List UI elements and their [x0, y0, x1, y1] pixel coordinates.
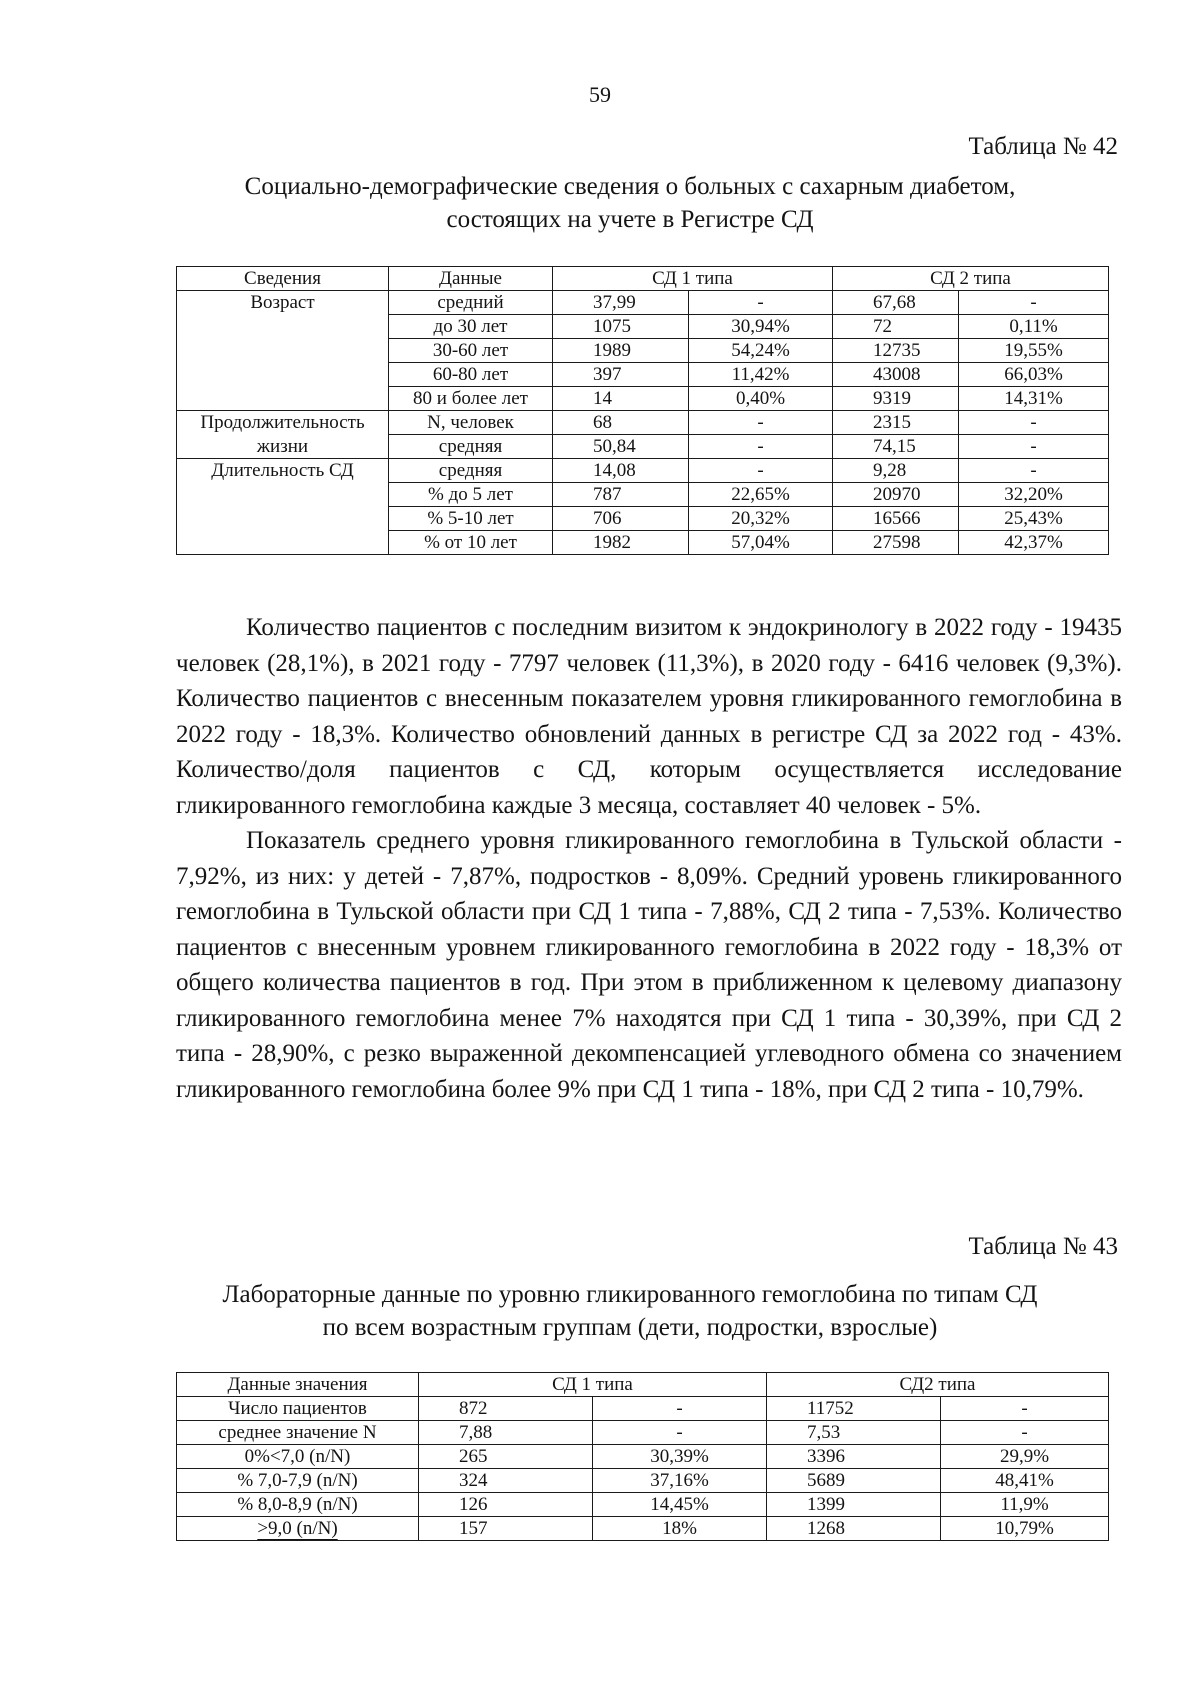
table-cell: 32,20%	[959, 483, 1109, 507]
table-cell: до 30 лет	[389, 315, 553, 339]
table-cell: 7,53	[767, 1421, 941, 1445]
table-row	[177, 291, 1109, 315]
table-cell: 27598	[833, 531, 959, 555]
table-cell: 14,31%	[959, 387, 1109, 411]
table-cell: 1268	[767, 1517, 941, 1541]
table-43-title	[150, 1278, 1110, 1344]
table-cell: -	[959, 459, 1109, 483]
table-cell: 0,11%	[959, 315, 1109, 339]
table-cell: 1989	[553, 339, 689, 363]
table-cell: 25,43%	[959, 507, 1109, 531]
table-cell: -	[689, 411, 833, 435]
table-cell: % 7,0-7,9 (n/N)	[177, 1469, 419, 1493]
table-42-header-cell: СД 1 типа	[553, 267, 833, 291]
table-cell: 29,9%	[941, 1445, 1109, 1469]
paragraph-1: Количество пациентов с последним визитом к эндокринологу в 2022 году - 19435 человек (28,1%), в 2021 году - 7797 человек (11,3%), в 2020 году - 6416 человек (9,3%). Количество пациентов с внесенным показателем уровня гликированного гемоглобина в 2022 году - 18,3%. Количество обновлений данных в регистре СД за 2022 год - 43%. Количество/доля пациентов с СД, которым осуществляется исследование гликированного гемоглобина каждые 3 месяца, составляет 40 человек - 5%.	[176, 614, 1122, 819]
table-cell: -	[941, 1397, 1109, 1421]
table-cell: -	[941, 1421, 1109, 1445]
table-cell: 72	[833, 315, 959, 339]
table-cell: 30,39%	[593, 1445, 767, 1469]
table-cell: 126	[419, 1493, 593, 1517]
table-42-caption: Таблица № 42	[968, 133, 1118, 160]
table-43-header-cell: СД2 типа	[767, 1373, 1109, 1397]
table-cell: Число пациентов	[177, 1397, 419, 1421]
table-row	[177, 435, 1109, 459]
table-cell: 14	[553, 387, 689, 411]
table-cell: 9319	[833, 387, 959, 411]
table-cell: 787	[553, 483, 689, 507]
table-cell: 1982	[553, 531, 689, 555]
table-cell: -	[689, 291, 833, 315]
table-cell: 1075	[553, 315, 689, 339]
table-cell: 37,16%	[593, 1469, 767, 1493]
table-cell: 16566	[833, 507, 959, 531]
table-cell: 7,88	[419, 1421, 593, 1445]
table-cell: 265	[419, 1445, 593, 1469]
table-cell: среднее значение N	[177, 1421, 419, 1445]
table-cell: 872	[419, 1397, 593, 1421]
table-cell: -	[959, 411, 1109, 435]
table-cell: 48,41%	[941, 1469, 1109, 1493]
table-cell: % 5-10 лет	[389, 507, 553, 531]
group-age: Возраст	[177, 291, 389, 411]
table-43-header-cell: Данные значения	[177, 1373, 419, 1397]
table-cell: % до 5 лет	[389, 483, 553, 507]
table-43-title-line2: по всем возрастным группам (дети, подростки, взрослые)	[322, 1314, 938, 1341]
body-text	[176, 610, 1122, 1107]
table-cell: 14,08	[553, 459, 689, 483]
table-cell: 30,94%	[689, 315, 833, 339]
table-cell: средняя	[389, 435, 553, 459]
table-42-header-row	[177, 267, 1109, 291]
table-cell	[177, 1517, 419, 1541]
paragraph-2: Показатель среднего уровня гликированного гемоглобина в Тульской области - 7,92%, из них: у детей - 7,87%, подростков - 8,09%. Средний уровень гликированного гемоглобина в Тульской области при СД 1 типа - 7,88%, СД 2 типа - 7,53%. Количество пациентов с внесенным уровнем гликированного гемоглобина в 2022 году - 18,3% от общего количества пациентов в год. При этом в приближенном к целевому диапазону гликированного гемоглобина менее 7% находятся при СД 1 типа - 30,39%, при СД 2 типа - 28,90%, с резко выраженной декомпенсацией углеводного обмена со значением гликированного гемоглобина более 9% при СД 1 типа - 18%, при СД 2 типа - 10,79%.	[176, 827, 1122, 1103]
table-cell: -	[689, 435, 833, 459]
table-cell: % 8,0-8,9 (n/N)	[177, 1493, 419, 1517]
table-cell: N, человек	[389, 411, 553, 435]
table-cell: 66,03%	[959, 363, 1109, 387]
table-cell: 43008	[833, 363, 959, 387]
table-row	[177, 1421, 1109, 1445]
table-cell: 2315	[833, 411, 959, 435]
table-cell-text: >9,0 (n/N)	[257, 1518, 338, 1539]
table-row	[177, 459, 1109, 483]
table-cell: 157	[419, 1517, 593, 1541]
table-cell: -	[689, 459, 833, 483]
table-row	[177, 1397, 1109, 1421]
table-cell: 80 и более лет	[389, 387, 553, 411]
table-cell: 42,37%	[959, 531, 1109, 555]
table-42-title-line1: Социально-демографические сведения о больных с сахарным диабетом,	[244, 173, 1016, 200]
table-43	[176, 1372, 1109, 1541]
table-cell: 14,45%	[593, 1493, 767, 1517]
table-cell: 20,32%	[689, 507, 833, 531]
table-cell: 22,65%	[689, 483, 833, 507]
table-cell: 3396	[767, 1445, 941, 1469]
table-42-title	[150, 170, 1110, 236]
table-cell: 57,04%	[689, 531, 833, 555]
table-cell: 67,68	[833, 291, 959, 315]
table-42-title-line2: состоящих на учете в Регистре СД	[446, 206, 814, 233]
table-42-header-cell: Данные	[389, 267, 553, 291]
group-life-line2: жизни	[177, 435, 389, 459]
table-cell: 11,42%	[689, 363, 833, 387]
table-cell: 74,15	[833, 435, 959, 459]
table-cell: -	[959, 435, 1109, 459]
table-cell: -	[959, 291, 1109, 315]
table-43-caption: Таблица № 43	[968, 1233, 1118, 1260]
table-cell: 0%<7,0 (n/N)	[177, 1445, 419, 1469]
table-cell: 68	[553, 411, 689, 435]
table-cell: 5689	[767, 1469, 941, 1493]
group-duration: Длительность СД	[177, 459, 389, 555]
table-row	[177, 1469, 1109, 1493]
table-cell: 11752	[767, 1397, 941, 1421]
table-cell: средний	[389, 291, 553, 315]
table-cell: 10,79%	[941, 1517, 1109, 1541]
table-cell: 706	[553, 507, 689, 531]
table-cell: 18%	[593, 1517, 767, 1541]
table-cell: 397	[553, 363, 689, 387]
table-cell: -	[593, 1397, 767, 1421]
group-life-line1: Продолжительность	[177, 411, 389, 435]
table-cell: 0,40%	[689, 387, 833, 411]
table-43-header-cell: СД 1 типа	[419, 1373, 767, 1397]
table-cell: 50,84	[553, 435, 689, 459]
table-43-title-line1: Лабораторные данные по уровню гликированного гемоглобина по типам СД	[222, 1281, 1038, 1308]
table-row	[177, 1493, 1109, 1517]
table-cell: 9,28	[833, 459, 959, 483]
table-cell: средняя	[389, 459, 553, 483]
table-cell: % от 10 лет	[389, 531, 553, 555]
table-row	[177, 1445, 1109, 1469]
table-cell: 37,99	[553, 291, 689, 315]
table-cell: 11,9%	[941, 1493, 1109, 1517]
table-42-header-cell: СД 2 типа	[833, 267, 1109, 291]
table-cell: 60-80 лет	[389, 363, 553, 387]
table-cell: -	[593, 1421, 767, 1445]
table-cell: 30-60 лет	[389, 339, 553, 363]
table-cell: 19,55%	[959, 339, 1109, 363]
table-cell: 54,24%	[689, 339, 833, 363]
table-42	[176, 266, 1109, 555]
table-row	[177, 411, 1109, 435]
table-cell: 12735	[833, 339, 959, 363]
table-43-header-row	[177, 1373, 1109, 1397]
table-cell: 20970	[833, 483, 959, 507]
table-42-header-cell: Сведения	[177, 267, 389, 291]
table-row	[177, 1517, 1109, 1541]
table-cell: 324	[419, 1469, 593, 1493]
table-cell: 1399	[767, 1493, 941, 1517]
page-number: 59	[589, 82, 611, 107]
